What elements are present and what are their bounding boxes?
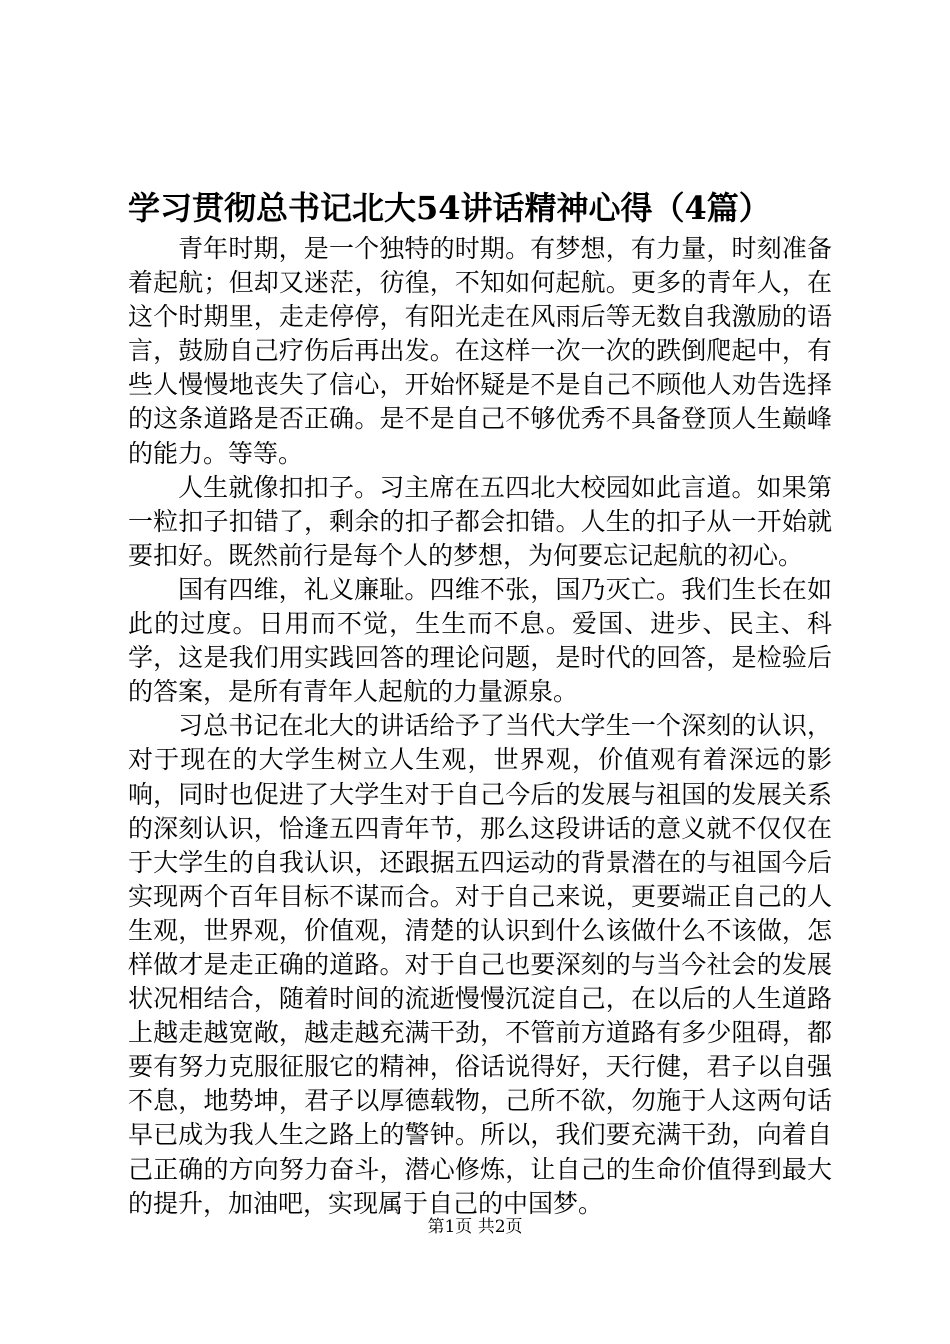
paragraph-2: 人生就像扣扣子。习主席在五四北大校园如此言道。如果第一粒扣子扣错了，剩余的扣子都会扣错。人生的扣子从一开始就要扣好。既然前行是每个人的梦想，为何要忘记起航的初心。 [128,472,832,570]
document-body [128,232,832,1221]
paragraph-4: 习总书记在北大的讲话给予了当代大学生一个深刻的认识，对于现在的大学生树立人生观，世界观，价值观有着深远的影响，同时也促进了大学生对于自己今后的发展与祖国的发展关系的深刻认识，恰逢五四青年节，那么这段讲话的意义就不仅仅在于大学生的自我认识，还跟据五四运动的背景潜在的与祖国今后实现两个百年目标不谋而合。对于自己来说，更要端正自己的人生观，世界观，价值观，清楚的认识到什么该做什么不该做，怎样做才是走正确的道路。对于自己也要深刻的与当今社会的发展状况相结合，随着时间的流逝慢慢沉淀自己，在以后的人生道路上越走越宽敞，越走越充满干劲，不管前方道路有多少阻碍，都要有努力克服征服它的精神，俗话说得好，天行健，君子以自强不息，地势坤，君子以厚德载物，己所不欲，勿施于人这两句话早已成为我人生之路上的警钟。所以，我们要充满干劲，向着自己正确的方向努力奋斗，潜心修炼，让自己的生命价值得到最大的提升，加油吧，实现属于自己的中国梦。 [128,711,832,1218]
paragraph-1: 青年时期，是一个独特的时期。有梦想，有力量，时刻准备着起航；但却又迷茫，彷徨，不知如何起航。更多的青年人，在这个时期里，走走停停，有阳光走在风雨后等无数自我激励的语言，鼓励自己疗伤后再出发。在这样一次一次的跌倒爬起中，有些人慢慢地丧失了信心，开始怀疑是不是自己不顾他人劝告选择的这条道路是否正确。是不是自己不够优秀不具备登顶人生巅峰的能力。等等。 [128,234,832,468]
paragraph-3: 国有四维，礼义廉耻。四维不张，国乃灭亡。我们生长在如此的过度。日用而不觉，生生而不息。爱国、进步、民主、科学，这是我们用实践回答的理论问题，是时代的回答，是检验后的答案，是所有青年人起航的力量源泉。 [128,574,832,707]
document-title: 学习贯彻总书记北大54讲话精神心得（4篇） [128,189,771,227]
page-number-footer: 第1页 共2页 [427,1217,523,1237]
